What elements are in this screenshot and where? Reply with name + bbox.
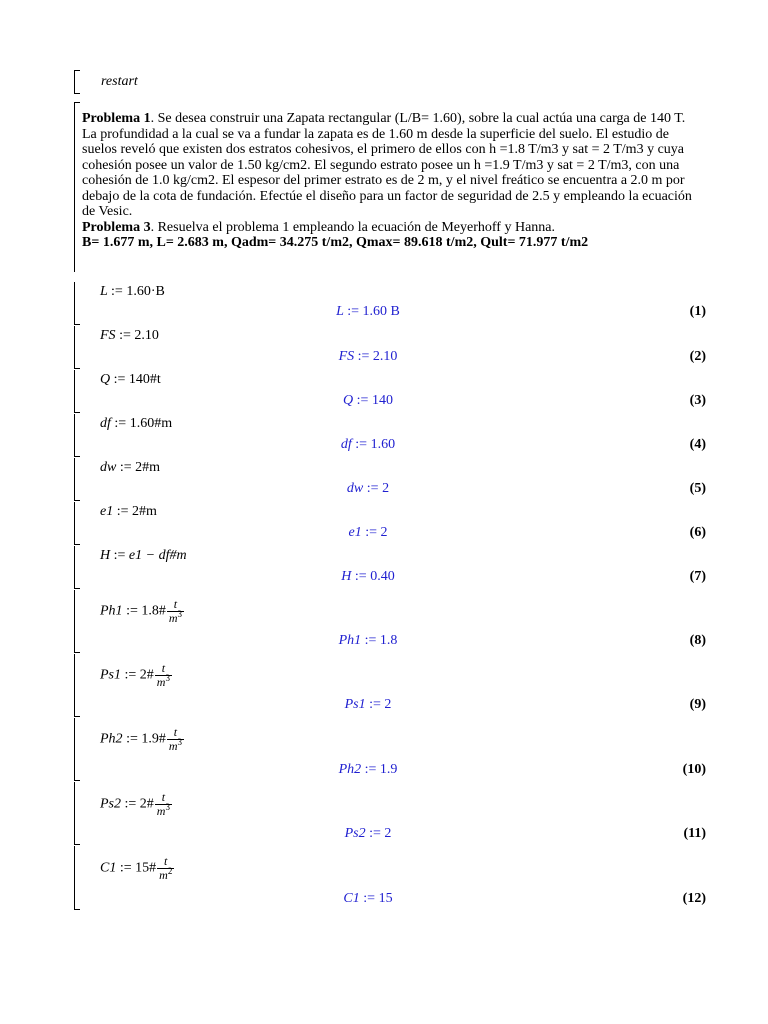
equation-number-5: (5) (689, 481, 706, 496)
group-bracket-9 (74, 654, 81, 717)
problem1-paragraph (82, 111, 702, 220)
equation-number-12: (12) (682, 891, 706, 906)
group-bracket-7 (74, 546, 81, 589)
group-bracket-problem (74, 102, 81, 272)
output-FS: FS := 2.10 (338, 349, 398, 364)
output-Q: Q := 140 (343, 393, 393, 408)
problem1-label: Problema 1 (82, 111, 151, 126)
output-C1: C1 := 15 (343, 891, 393, 906)
group-bracket-3 (74, 370, 81, 413)
group-bracket-8 (74, 590, 81, 653)
output-H: H := 0.40 (341, 569, 395, 584)
group-bracket-2 (74, 326, 81, 369)
equation-number-6: (6) (689, 525, 706, 540)
restart-command[interactable]: restart (101, 74, 138, 89)
input-L[interactable]: L := 1.60·B (100, 284, 165, 299)
equation-number-2: (2) (689, 349, 706, 364)
group-bracket-4 (74, 414, 81, 457)
group-bracket-1 (74, 282, 81, 325)
output-Ps2: Ps2 := 2 (344, 826, 392, 841)
output-dw: dw := 2 (346, 481, 390, 496)
fraction-t-m3: $\frac{t}{m^3}$ (156, 790, 170, 818)
fraction-t-m3: $\frac{t}{m^3}$ (168, 725, 183, 753)
input-Ph1[interactable]: Ph1 := 1.8# $\frac{t}{m^3}$ (100, 597, 183, 625)
input-Ph2[interactable]: Ph2 := 1.9# $\frac{t}{m^3}$ (100, 725, 183, 753)
input-H[interactable]: H := e1 − df#m (100, 548, 187, 563)
input-Q[interactable]: Q := 140#t (100, 372, 161, 387)
output-e1: e1 := 2 (348, 525, 388, 540)
output-Ps1: Ps1 := 2 (344, 697, 392, 712)
group-bracket-10 (74, 718, 81, 781)
problem3-paragraph (82, 220, 702, 236)
fraction-t-m3: $\frac{t}{m^3}$ (168, 597, 183, 625)
input-Ps2[interactable]: Ps2 := 2# $\frac{t}{m^3}$ (100, 790, 170, 818)
group-bracket-11 (74, 782, 81, 845)
output-Ph2: Ph2 := 1.9 (338, 762, 398, 777)
fraction-t-m3: $\frac{t}{m^3}$ (156, 661, 170, 689)
equation-number-7: (7) (689, 569, 706, 584)
output-Ph1: Ph1 := 1.8 (338, 633, 398, 648)
input-Ps1[interactable]: Ps1 := 2# $\frac{t}{m^3}$ (100, 661, 170, 689)
equation-number-9: (9) (689, 697, 706, 712)
equation-number-3: (3) (689, 393, 706, 408)
group-bracket-5 (74, 458, 81, 501)
group-bracket-6 (74, 502, 81, 545)
input-dw[interactable]: dw := 2#m (100, 460, 161, 475)
equation-number-8: (8) (689, 633, 706, 648)
equation-number-4: (4) (689, 437, 706, 452)
results-line (82, 235, 702, 251)
input-C1[interactable]: C1 := 15# $\frac{t}{m^2}$ (100, 854, 173, 882)
results-text: B= 1.677 m, L= 2.683 m, Qadm= 34.275 t/m2, Qmax= 89.618 t/m2, Qult= 71.977 t/m2 (82, 235, 589, 250)
fraction-t-m2: $\frac{t}{m^2}$ (159, 854, 173, 882)
problem3-label: Problema 3 (82, 219, 151, 235)
equation-number-10: (10) (682, 762, 706, 777)
output-df: df := 1.60 (340, 437, 396, 452)
input-df[interactable]: df := 1.60#m (100, 416, 173, 431)
input-FS[interactable]: FS := 2.10 (100, 328, 159, 343)
group-bracket-12 (74, 846, 81, 910)
equation-number-11: (11) (683, 826, 706, 841)
group-bracket-restart (74, 70, 81, 94)
problem1-text: . Se desea construir una Zapata rectangular (L/B= 1.60), sobre la cual actúa una carga de 140 T. La profundidad a la cual se va a fundar la zapata es de 1.60 m desde la superficie del suelo. El estudio de suelos reveló que existen dos estratos cohesivos, el primero de ellos con h =1.8 T/m3 y sat = 2 T/m3 y cuya cohesión posee un valor de 1.50 kg/cm2. El segundo estrato posee un h =1.9 T/m3 y sat = 2 T/m3, con una cohesión de 1.0 kg/cm2. El espesor del primer estrato es de 2 m, y el nivel freático se encuentra a 2.0 m por debajo de la cota de fundación. Efectúe el diseño para un factor de seguridad de 2.5 y empleando la ecuación de Vesic. (82, 111, 692, 219)
problem3-text: . Resuelva el problema 1 empleando la ecuación de Meyerhoff y Hanna. (150, 219, 555, 235)
output-L: L := 1.60 B (336, 304, 400, 319)
equation-number-1: (1) (689, 304, 706, 319)
input-e1[interactable]: e1 := 2#m (100, 504, 157, 519)
problem-text (82, 111, 702, 251)
